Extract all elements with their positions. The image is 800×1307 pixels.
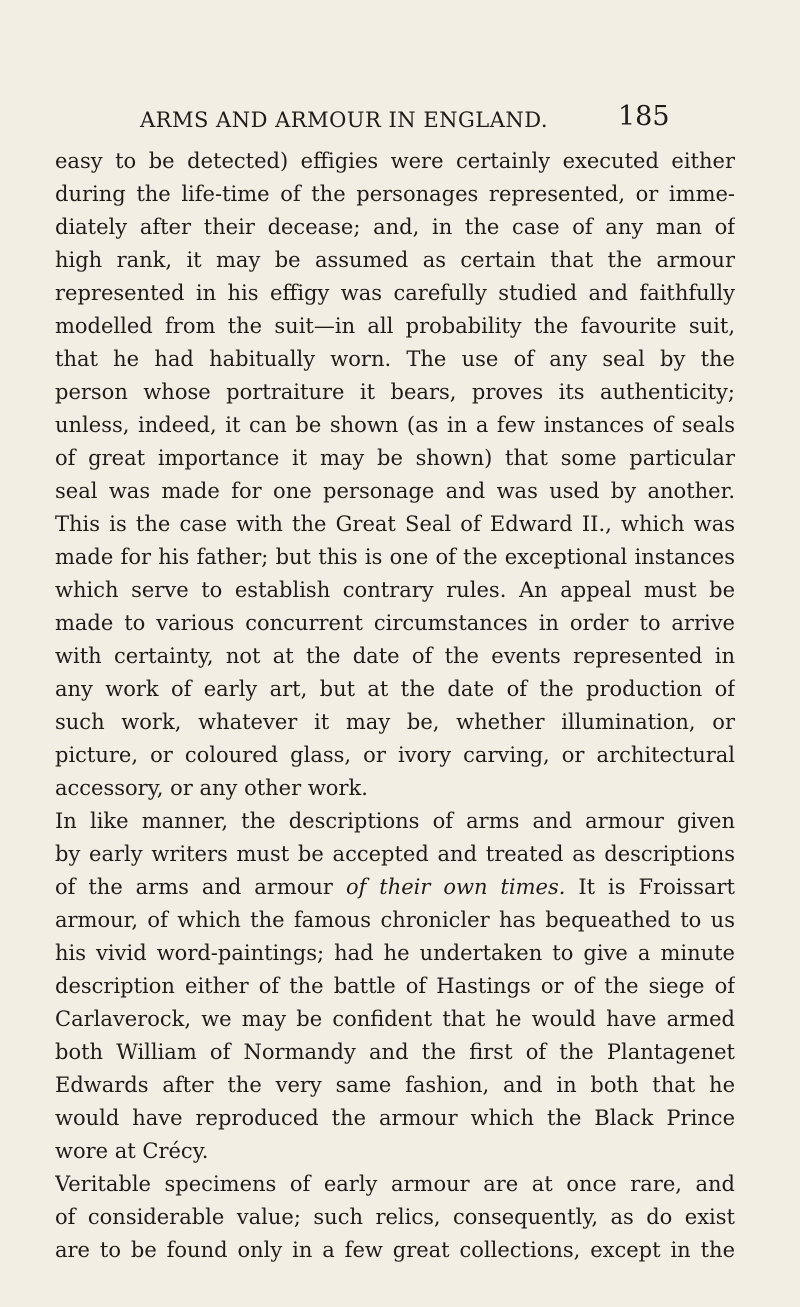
text-span: of the arms and armour <box>55 875 333 899</box>
text-line: high rank, it may be assumed as certain that the armour <box>55 248 735 272</box>
text-line: easy to be detected) effigies were certainly executed either <box>55 149 735 173</box>
text-line: Edwards after the very same fashion, and in both that he <box>55 1073 735 1097</box>
text-line: In like manner, the descriptions of arms and armour given <box>55 809 735 833</box>
text-line: made for his father; but this is one of the exceptional instances <box>55 545 735 569</box>
text-line: unless, indeed, it can be shown (as in a few instances of seals <box>55 413 735 437</box>
text-line: of considerable value; such relics, consequently, as do exist <box>55 1205 735 1229</box>
text-line: seal was made for one personage and was used by another. <box>55 479 735 503</box>
body-text <box>55 145 735 1267</box>
text-line-mixed <box>55 871 735 904</box>
text-line: This is the case with the Great Seal of Edward II., which was <box>55 512 735 536</box>
text-span: It is Froissart <box>578 875 735 899</box>
text-line: made to various concurrent circumstances in order to arrive <box>55 611 735 635</box>
page-number: 185 <box>618 101 670 132</box>
italic-phrase: of their own times. <box>345 875 566 899</box>
text-line: person whose portraiture it bears, proves its authenticity; <box>55 380 735 404</box>
text-line: picture, or coloured glass, or ivory carving, or architectural <box>55 743 735 767</box>
text-line: would have reproduced the armour which the Black Prince <box>55 1106 735 1130</box>
text-line: by early writers must be accepted and treated as descriptions <box>55 842 735 866</box>
text-line: Carlaverock, we may be confident that he would have armed <box>55 1007 735 1031</box>
text-line: diately after their decease; and, in the case of any man of <box>55 215 735 239</box>
text-line: with certainty, not at the date of the events represented in <box>55 644 735 668</box>
text-line: are to be found only in a few great collections, except in the <box>55 1238 735 1262</box>
text-line: modelled from the suit—in all probability the favourite suit, <box>55 314 735 338</box>
text-line: any work of early art, but at the date of the production of <box>55 677 735 701</box>
text-line: Veritable specimens of early armour are at once rare, and <box>55 1172 735 1196</box>
text-line: wore at Crécy. <box>55 1139 209 1163</box>
text-line: that he had habitually worn. The use of any seal by the <box>55 347 735 371</box>
text-line: represented in his effigy was carefully studied and faithfully <box>55 281 735 305</box>
text-line: accessory, or any other work. <box>55 776 368 800</box>
running-head: ARMS AND ARMOUR IN ENGLAND. <box>140 108 549 132</box>
text-line: description either of the battle of Hastings or of the siege of <box>55 974 735 998</box>
text-line: both William of Normandy and the first of the Plantagenet <box>55 1040 735 1064</box>
text-line: which serve to establish contrary rules. An appeal must be <box>55 578 735 602</box>
text-line: of great importance it may be shown) that some particular <box>55 446 735 470</box>
text-line: during the life-time of the personages represented, or imme- <box>55 182 735 206</box>
text-line: such work, whatever it may be, whether illumination, or <box>55 710 735 734</box>
text-line: his vivid word-paintings; had he undertaken to give a minute <box>55 941 735 965</box>
text-line: armour, of which the famous chronicler has bequeathed to us <box>55 908 735 932</box>
